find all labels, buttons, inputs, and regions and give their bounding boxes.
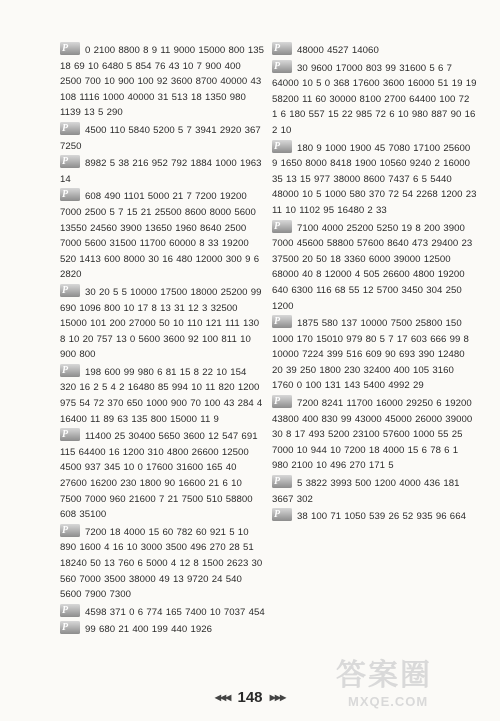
- badge-letter: P: [62, 189, 69, 201]
- page-badge-icon: [60, 122, 80, 135]
- answer-entry: [60, 122, 265, 154]
- answer-entry: [272, 395, 477, 474]
- badge-letter: P: [274, 509, 281, 521]
- badge-letter: P: [274, 43, 281, 54]
- answer-entry: [60, 42, 265, 121]
- answer-text: 5 3822 3993 500 1200 4000 436 181 3667 302: [272, 478, 460, 505]
- answer-text: 180 9 1000 1900 45 7080 17100 25600 9 1650 8000 8418 1900 10560 9240 2 16000 35 13 15 977 38000 8600 7437 6 5 5440 48000 10 5 1000 580 370 72 54 2268 1200 23 11 10 1102 95 16480 2 33: [272, 142, 477, 216]
- badge-letter: P: [62, 122, 69, 134]
- answer-text: 7200 18 4000 15 60 782 60 921 5 10 890 1600 4 16 10 3000 3500 496 270 28 51 18240 50 13 760 6 5000 4 12 8 1500 2623 30 560 7000 3500 38000 49 13 9720 24 540 5600 7900 7300: [60, 526, 263, 601]
- answer-entry: [272, 475, 477, 507]
- page-badge-icon: [272, 475, 292, 488]
- badge-letter: P: [62, 43, 69, 54]
- page-badge-icon: [60, 604, 80, 617]
- page-badge-icon: [60, 155, 80, 168]
- answer-entry: [60, 284, 265, 363]
- answer-text: 11400 25 30400 5650 3600 12 547 691 115 64400 16 1200 310 4800 26600 12500 4500 937 345 10 0 17600 31600 165 40 27600 16200 230 1800 90 16600 21 6 10 7500 7000 960 21600 7 21 7500 510 58800 608 35100: [60, 431, 258, 521]
- answer-text: 7200 8241 11700 16000 29250 6 19200 43800 400 830 99 43000 45000 26000 39000 30 8 17 493 5200 23100 57600 1000 55 25 7000 10 944 10 7200 18 4000 15 6 78 6 1 980 2100 10 496 270 171 5: [272, 398, 473, 472]
- answer-text: 30 9600 17000 803 99 31600 5 6 7 64000 10 5 0 368 17600 3600 16000 51 19 19 58200 11 60 30000 8100 2700 64400 100 72 1 6 180 557 15 22 985 72 6 10 980 887 90 16 2 10: [272, 62, 477, 136]
- badge-letter: P: [62, 524, 69, 536]
- answer-entry: [60, 364, 265, 427]
- left-column: [60, 42, 265, 639]
- page-badge-icon: [272, 508, 292, 521]
- answer-entry: [272, 315, 477, 394]
- badge-letter: P: [62, 429, 69, 441]
- badge-letter: P: [274, 220, 281, 232]
- badge-letter: P: [62, 364, 69, 376]
- answer-text: 4500 110 5840 5200 5 7 3941 2920 367 7250: [60, 124, 261, 152]
- answer-text: 99 680 21 400 199 440 1926: [85, 624, 213, 636]
- page-badge-icon: [60, 188, 80, 201]
- badge-letter: P: [274, 140, 281, 152]
- answer-entry: [272, 60, 477, 139]
- badge-letter: P: [62, 622, 69, 634]
- badge-letter: P: [62, 284, 69, 296]
- answer-text: 4598 371 0 6 774 165 7400 10 7037 454: [85, 606, 265, 618]
- answer-text: 38 100 71 1050 539 26 52 935 96 664: [297, 511, 466, 523]
- page-badge-icon: [272, 42, 292, 55]
- watermark-logo: [336, 658, 496, 718]
- answer-entry: [60, 188, 265, 283]
- answer-text: 7100 4000 25200 5250 19 8 200 3900 7000 45600 58800 57600 8640 473 29400 23 37500 20 50 18 3360 6000 39000 12500 68000 40 8 12000 4 505 26600 4800 19200 640 6300 116 68 55 12 5700 3450 304 250 1200: [272, 222, 473, 312]
- answer-entry: [60, 155, 265, 187]
- page-number: 148: [237, 689, 263, 706]
- answer-text: 48000 4527 14060: [297, 45, 379, 56]
- page-badge-icon: [272, 60, 292, 73]
- answer-text: 608 490 1101 5000 21 7 7200 19200 7000 2500 5 7 15 21 25500 8600 8000 5600 13550 24560 3900 13650 1960 8640 2500 7000 5600 31500 11700 60000 8 33 19200 520 1413 600 8000 30 16 480 12000 300 9 6 2820: [60, 191, 260, 281]
- answer-entry: [272, 140, 477, 219]
- answer-text: 1875 580 137 10000 7500 25800 150 1000 170 15010 979 80 5 7 17 603 666 99 8 10000 7224 399 516 609 90 693 390 12480 20 39 250 1800 230 32400 400 105 3160 1760 0 100 131 143 5400 4992 29: [272, 318, 469, 392]
- next-arrows-icon: ▶▶▶: [269, 693, 286, 702]
- page-badge-icon: [60, 42, 80, 55]
- page-badge-icon: [60, 621, 80, 634]
- badge-letter: P: [274, 396, 281, 408]
- answer-text: 8982 5 38 216 952 792 1884 1000 1963 14: [60, 158, 262, 185]
- watermark-url: MXQE.COM: [348, 694, 429, 709]
- answer-text: 30 20 5 5 10000 17500 18000 25200 99 690 1096 800 10 17 8 13 31 12 3 32500 15000 101 200 27000 50 10 110 121 111 130 8 10 20 757 13 0 5600 3600 92 100 811 10 900 800: [60, 286, 262, 361]
- page-badge-icon: [272, 315, 292, 328]
- badge-letter: P: [274, 476, 281, 488]
- page-badge-icon: [60, 364, 80, 377]
- page-badge-icon: [60, 428, 80, 441]
- badge-letter: P: [62, 156, 69, 168]
- answer-entry: [272, 220, 477, 315]
- badge-letter: P: [274, 60, 281, 72]
- badge-letter: P: [274, 316, 281, 328]
- answer-entry: [60, 604, 265, 621]
- page-badge-icon: [272, 395, 292, 408]
- page-badge-icon: [60, 284, 80, 297]
- page-badge-icon: [272, 140, 292, 153]
- page-badge-icon: [272, 220, 292, 233]
- badge-letter: P: [62, 604, 69, 616]
- prev-arrows-icon: ◀◀◀: [214, 693, 231, 702]
- page-badge-icon: [60, 524, 80, 537]
- watermark-title: 答案圈: [336, 659, 432, 692]
- answer-entry: [60, 621, 265, 638]
- answer-entry: [60, 428, 265, 523]
- answer-text: 0 2100 8800 8 9 11 9000 15000 800 135 18 69 10 6480 5 854 76 43 10 7 900 400 2500 700 10 900 100 92 3600 8700 40000 43 108 1116 1000 40000 31 513 18 1350 980 1139 13 5 290: [60, 45, 265, 119]
- answer-entry: [60, 524, 265, 603]
- answer-entry: [272, 508, 477, 525]
- right-column: [272, 42, 477, 526]
- answer-text: 198 600 99 980 6 81 15 8 22 10 154 320 16 2 5 4 2 16480 85 994 10 11 820 1200 975 54 72 370 650 1000 900 70 100 43 284 4 16400 11 89 63 135 800 15000 11 9: [60, 366, 263, 425]
- answer-entry: [272, 42, 477, 59]
